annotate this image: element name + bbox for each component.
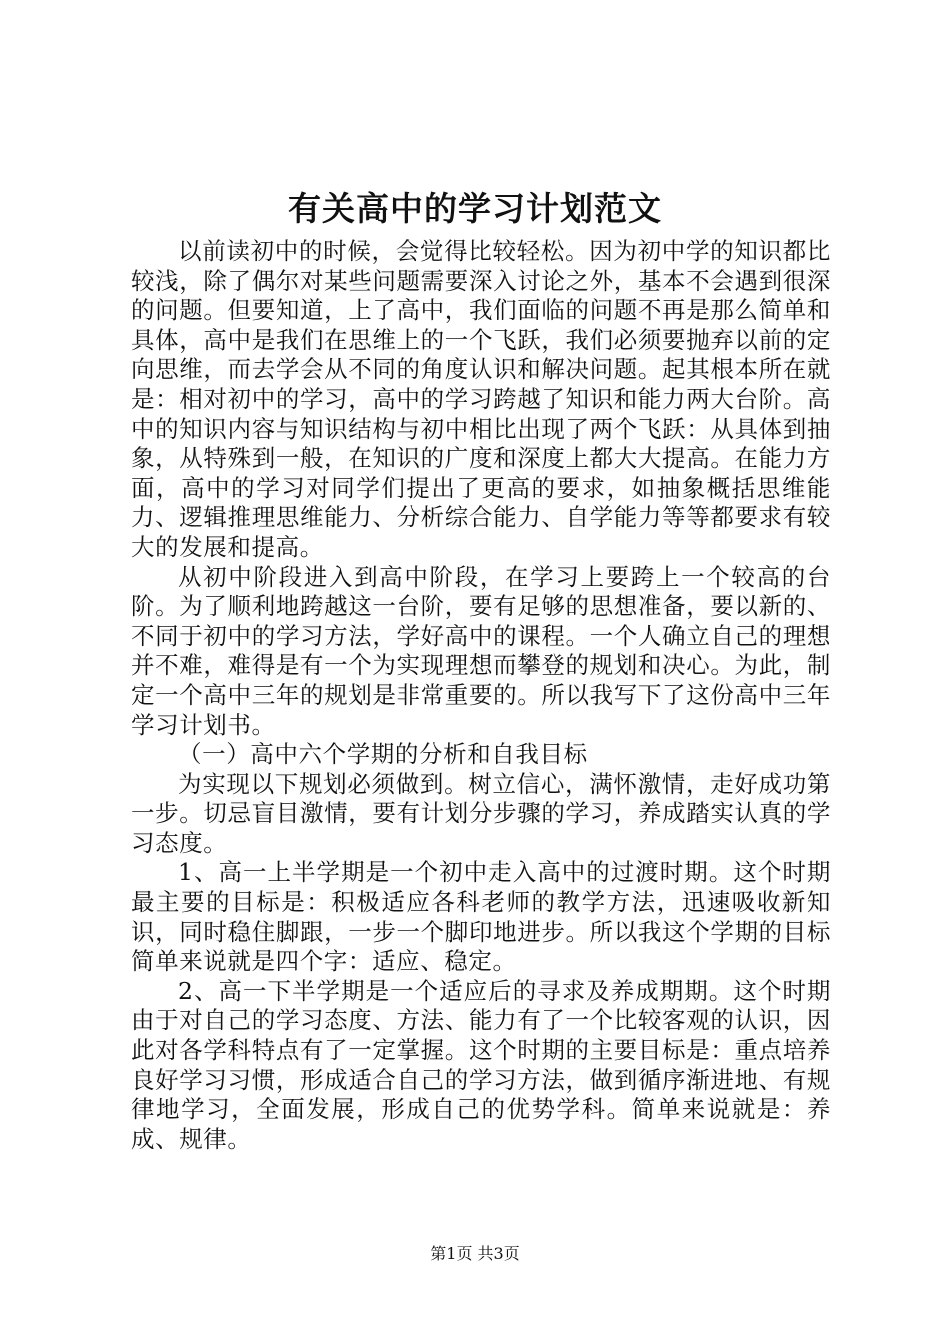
document-body [131,237,831,1154]
section-heading: （一）高中六个学期的分析和自我目标 [178,740,588,769]
paragraph-term-1: 1、高一上半学期是一个初中走入高中的过渡时期。这个时期最主要的目标是：积极适应各科老师的教学方法，迅速吸收新知识，同时稳住脚跟，一步一个脚印地进步。所以我这个学期的目标简单来说就是四个字：适应、稳定。 [131,858,831,976]
page-footer: 第1页 共3页 [430,1244,520,1263]
paragraph-intro: 以前读初中的时候，会觉得比较轻松。因为初中学的知识都比较浅，除了偶尔对某些问题需要深入讨论之外，基本不会遇到很深的问题。但要知道，上了高中，我们面临的问题不再是那么简单和具体，高中是我们在思维上的一个飞跃，我们必须要抛弃以前的定向思维，而去学会从不同的角度认识和解决问题。起其根本所在就是：相对初中的学习，高中的学习跨越了知识和能力两大台阶。高中的知识内容与知识结构与初中相比出现了两个飞跃：从具体到抽象，从特殊到一般，在知识的广度和深度上都大大提高。在能力方面，高中的学习对同学们提出了更高的要求，如抽象概括思维能力、逻辑推理思维能力、分析综合能力、自学能力等等都要求有较大的发展和提高。 [131,237,831,561]
paragraph-term-2: 2、高一下半学期是一个适应后的寻求及养成期期。这个时期由于对自己的学习态度、方法、能力有了一个比较客观的认识，因此对各学科特点有了一定掌握。这个时期的主要目标是：重点培养良好学习习惯，形成适合自己的学习方法，做到循序渐进地、有规律地学习，全面发展，形成自己的优势学科。简单来说就是：养成、规律。 [131,976,831,1153]
document-title: 有关高中的学习计划范文 [288,189,662,228]
paragraph-requirements: 为实现以下规划必须做到。树立信心，满怀激情，走好成功第一步。切忌盲目激情，要有计划分步骤的学习，养成踏实认真的学习态度。 [131,769,831,857]
paragraph-transition: 从初中阶段进入到高中阶段，在学习上要跨上一个较高的台阶。为了顺利地跨越这一台阶，要有足够的思想准备，要以新的、不同于初中的学习方法，学好高中的课程。一个人确立自己的理想并不难，难得是有一个为实现理想而攀登的规划和决心。为此，制定一个高中三年的规划是非常重要的。所以我写下了这份高中三年学习计划书。 [131,562,831,739]
